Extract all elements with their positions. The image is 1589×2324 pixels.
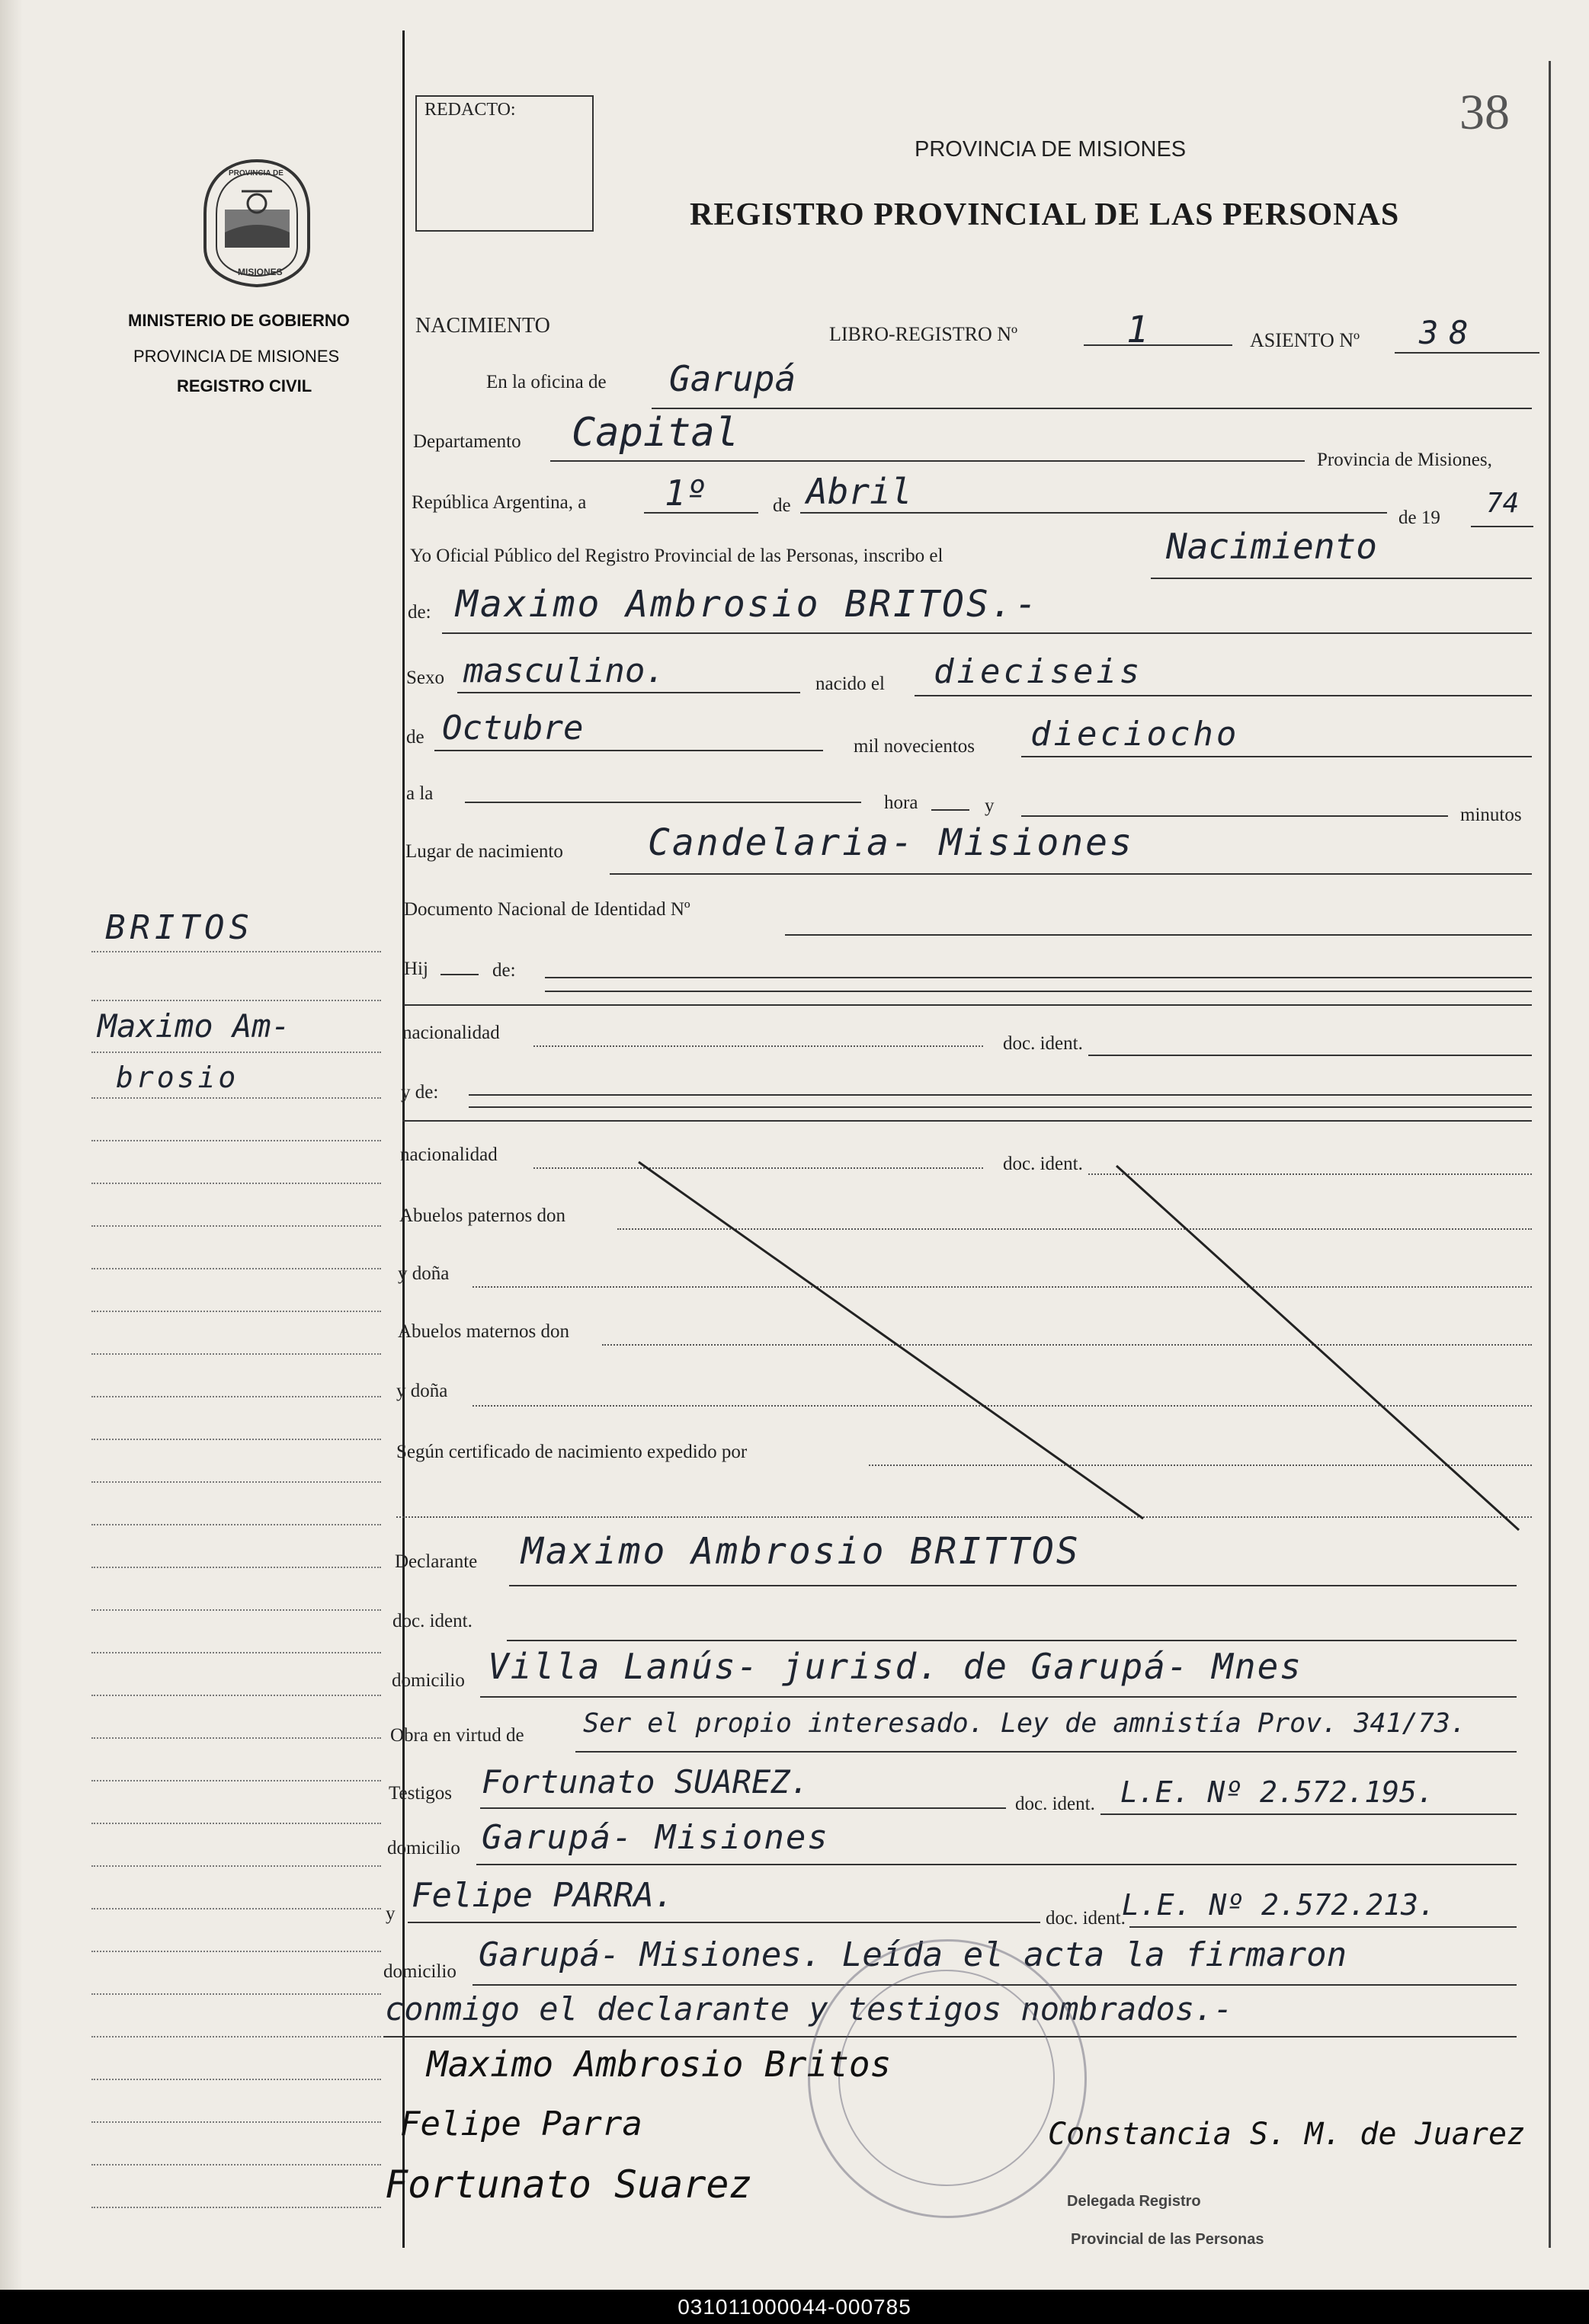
oficina-label: En la oficina de [486,372,607,392]
sexo-label: Sexo [406,667,444,688]
testigo2-doc: L.E. Nº 2.572.213. [1122,1888,1436,1922]
doc-ident2-label: doc. ident. [1003,1154,1083,1174]
testigo1-rule [480,1807,1006,1809]
doc-ident3-label: doc. ident. [392,1611,473,1631]
provincia-suffix: Provincia de Misiones, [1317,450,1492,470]
obra-rule [575,1751,1517,1753]
ala-label: a la [406,783,434,804]
seal-bottom-text: MISIONES [238,267,283,277]
departamento-value: Capital [572,410,739,456]
mes-nac-value: Octubre [442,709,584,747]
nacido-label: nacido el [815,674,885,694]
ministry-line3: REGISTRO CIVIL [177,376,312,395]
ydona2-label: y doña [396,1381,448,1401]
obra-value: Ser el propio interesado. Ley de amnistía Prov. 341/73. [583,1708,1466,1739]
anio-value: 74 [1486,488,1520,519]
anio-label: de 19 [1398,507,1440,528]
ministry-line1: MINISTERIO DE GOBIERNO [128,311,350,330]
obra-label: Obra en virtud de [390,1725,524,1746]
domicilio3-value: Garupá- Misiones. Leída el acta la firmaron [479,1935,1347,1974]
dia-value: 1º [665,472,707,514]
nacionalidad2-label: nacionalidad [400,1144,498,1165]
libro-label: LIBRO-REGISTRO Nº [829,323,1018,345]
domicilio-value: Villa Lanús- jurisd. de Garupá- Mnes [488,1646,1302,1687]
testigo1-doc: L.E. Nº 2.572.195. [1120,1775,1434,1809]
doc-ident5-label: doc. ident. [1046,1908,1126,1929]
testigos-label: Testigos [389,1783,452,1804]
domicilio-rule [480,1696,1517,1698]
oficial-value: Nacimiento [1166,526,1377,567]
hij-label: Hij [404,959,428,979]
nombre-value: Maximo Ambrosio BRITOS.- [456,583,1040,626]
margin-given-name-2: brosio [116,1061,239,1094]
document-id-bar: 031011000044-000785 [0,2290,1589,2324]
testigo1-doc-rule [1100,1813,1517,1815]
redacto-label: REDACTO: [424,100,516,120]
hora-label: hora [884,792,918,813]
testigo2-value: Felipe PARRA. [412,1876,674,1915]
doc-ident3-rule [507,1640,1517,1641]
signature-official: Constancia S. M. de Juarez [1048,2117,1526,2152]
abuelos-pat-label: Abuelos paternos don [399,1205,566,1226]
doc-ident-label: doc. ident. [1003,1033,1083,1054]
y2-label: y [386,1903,396,1924]
declarante-label: Declarante [395,1551,478,1572]
mes-value: Abril [806,471,912,512]
asiento-label: ASIENTO Nº [1250,329,1360,351]
hij-de-label: de: [492,960,516,981]
republica-label: República Argentina, a [412,492,587,513]
declarante-value: Maximo Ambrosio BRITTOS [521,1530,1081,1573]
sexo-value: masculino. [463,651,665,690]
lugar-value: Candelaria- Misiones [648,821,1134,864]
province-heading: PROVINCIA DE MISIONES [915,137,1187,162]
margin-given-name-1: Maximo Am- [98,1007,290,1045]
minutos-label: minutos [1460,805,1522,825]
oficina-value: Garupá [669,358,796,399]
page-number: 38 [1459,85,1510,140]
asiento-value: 38 [1419,314,1479,351]
abuelos-mat-label: Abuelos maternos don [398,1321,569,1342]
nacionalidad-label: nacionalidad [402,1023,500,1043]
dni-label: Documento Nacional de Identidad Nº [404,899,690,920]
seal-top-text: PROVINCIA DE [229,169,284,178]
ydona1-label: y doña [398,1263,450,1284]
testigo2-doc-rule [1129,1926,1517,1928]
signature-testigo1: Fortunato Suarez [385,2162,752,2207]
domicilio2-rule [476,1864,1517,1865]
oficial-text: Yo Oficial Público del Registro Provincial de las Personas, inscribo el [410,546,943,566]
de-label: de [773,495,791,516]
official-stamp-line1: Delegada Registro [1067,2193,1201,2210]
official-stamp-line2: Provincial de las Personas [1071,2231,1264,2248]
segun-label: Según certificado de nacimiento expedido por [396,1442,748,1462]
declarante-rule [509,1585,1517,1586]
domicilio3-label: domicilio [383,1961,457,1982]
y-label: y [985,795,995,816]
testigo1-value: Fortunato SUAREZ. [482,1763,809,1801]
libro-value: 1 [1126,309,1149,351]
anio-nac-value: dieciocho [1030,715,1240,754]
ministry-line2: PROVINCIA DE MISIONES [133,347,340,366]
de-mes-label: de [406,727,424,747]
registry-title: REGISTRO PROVINCIAL DE LAS PERSONAS [690,197,1400,232]
yde-label: y de: [401,1082,439,1103]
nacimiento-label: NACIMIENTO [415,314,550,338]
mil-label: mil novecientos [854,736,975,757]
cierre-value: conmigo el declarante y testigos nombrados.- [385,1990,1233,2028]
domicilio-label: domicilio [392,1670,465,1691]
signature-declarante: Maximo Ambrosio Britos [427,2044,892,2085]
de-nombre-label: de: [408,602,431,623]
testigo2-rule [408,1922,1040,1923]
signature-testigo2: Felipe Parra [400,2105,642,2143]
doc-ident4-label: doc. ident. [1015,1794,1095,1814]
nacido-value: dieciseis [934,652,1143,691]
margin-surname: BRITOS [105,908,254,947]
domicilio2-value: Garupá- Misiones [482,1818,829,1857]
departamento-label: Departamento [413,431,521,452]
lugar-label: Lugar de nacimiento [405,841,563,862]
domicilio2-label: domicilio [387,1838,460,1858]
